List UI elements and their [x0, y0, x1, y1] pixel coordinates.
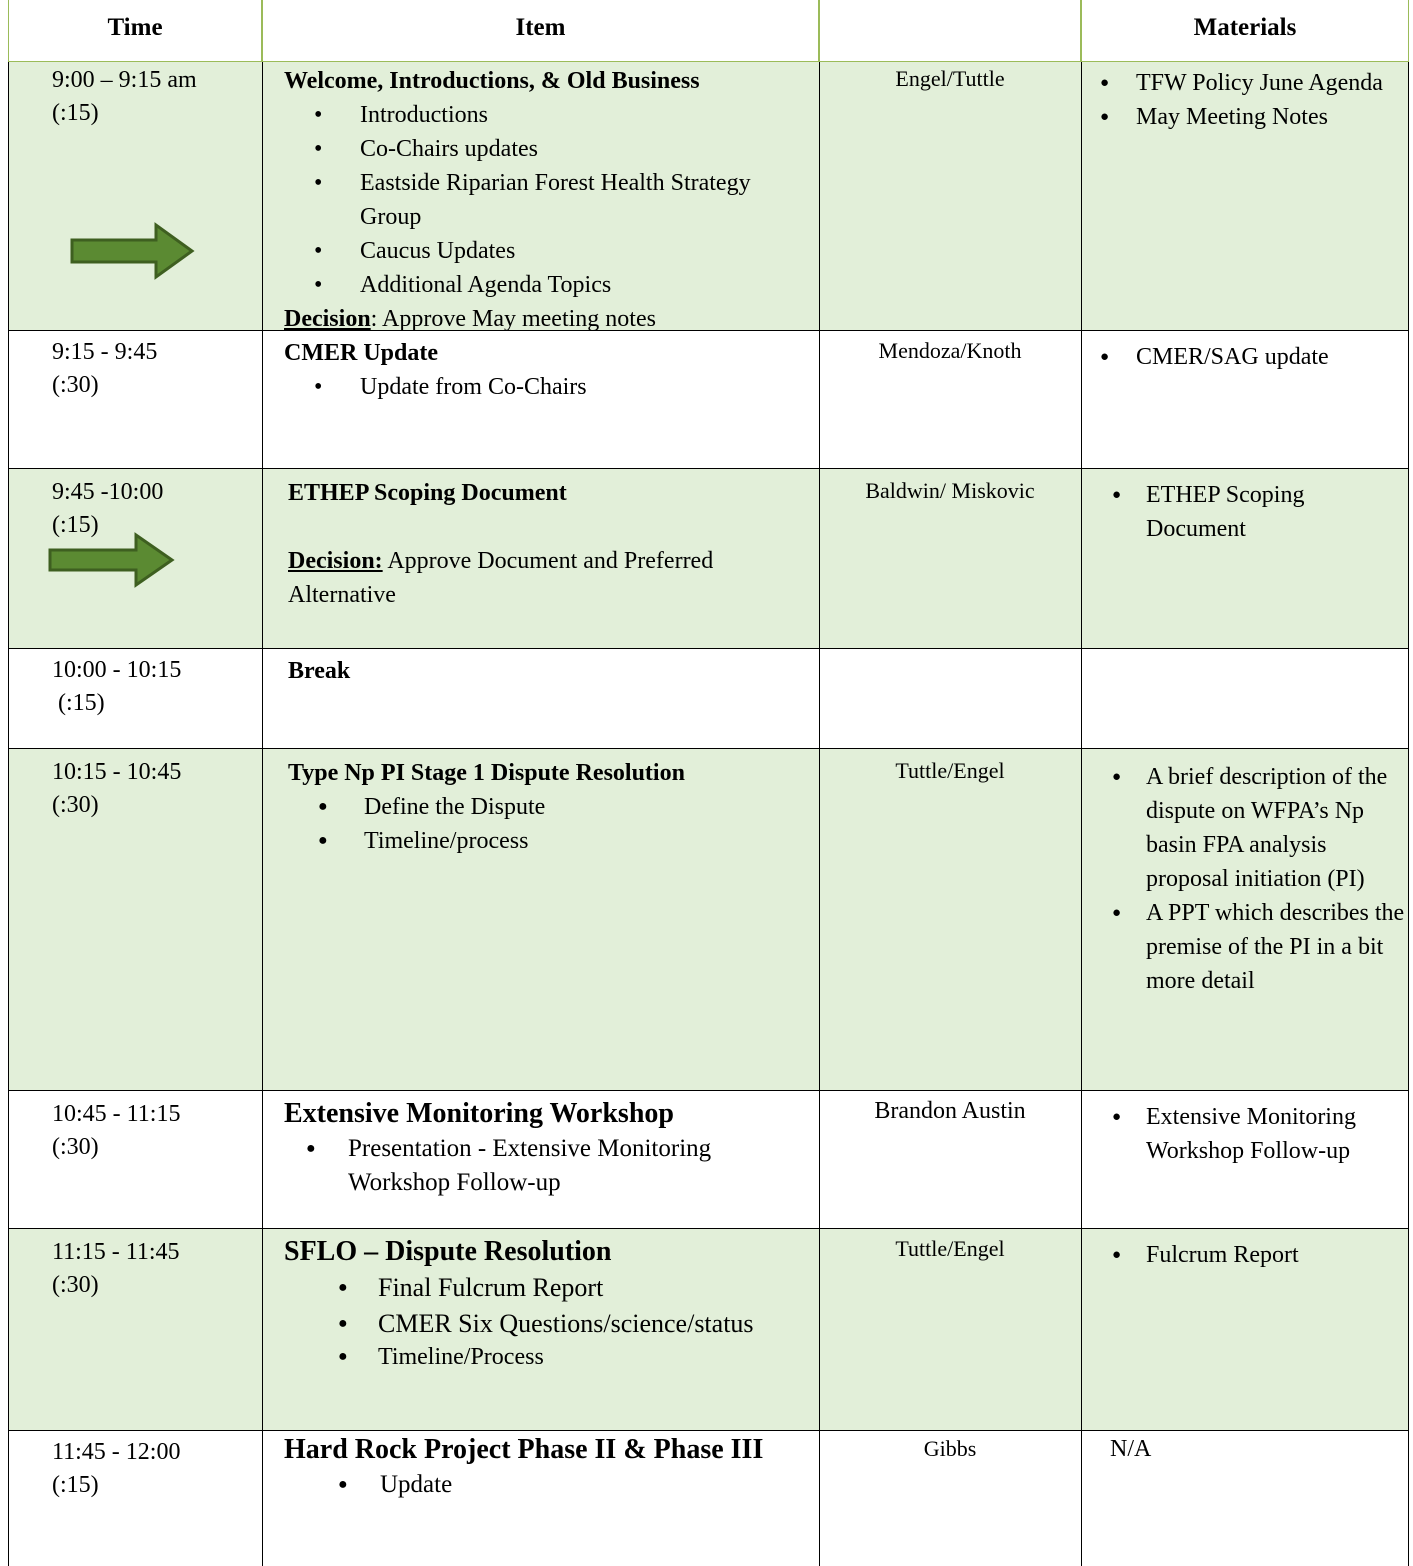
- time-cell: 9:45 -10:00 (:15): [52, 479, 164, 538]
- list-item: ● A brief description of the dispute on WFPA’s Np basin FPA analysis proposal initiation (PI): [1090, 760, 1408, 896]
- right-arrow-icon: [48, 532, 176, 588]
- list-item: ● Presentation - Extensive Monitoring Workshop Follow-up: [284, 1132, 814, 1200]
- list-item: ● Extensive Monitoring Workshop Follow-up: [1090, 1100, 1408, 1168]
- list-item: ● TFW Policy June Agenda: [1090, 66, 1400, 100]
- item-bullets: [284, 98, 814, 302]
- grid-line: [8, 648, 1409, 649]
- time-cell: 9:00 – 9:15 am (:15): [52, 67, 197, 126]
- decision-line: Decision: Approve Document and Preferred Alternative: [288, 548, 714, 608]
- header-presenter: [819, 0, 1081, 62]
- item-cell: [284, 64, 814, 336]
- list-item: ● Final Fulcrum Report: [284, 1270, 814, 1306]
- header-item: Item: [262, 0, 819, 62]
- list-item: ● Update: [284, 1468, 814, 1502]
- materials-text: N/A: [1110, 1436, 1152, 1462]
- item-bullets: [288, 790, 816, 858]
- list-item: ● ETHEP Scoping Document: [1090, 478, 1400, 546]
- materials-list: [1090, 478, 1400, 546]
- grid-line: [1081, 62, 1082, 1566]
- presenter-cell: Baldwin/ Miskovic: [865, 478, 1035, 503]
- item-cell: [288, 756, 816, 858]
- presenter-cell: Gibbs: [923, 1436, 977, 1461]
- list-item: • Caucus Updates: [284, 234, 814, 268]
- item-bullets: [284, 1270, 814, 1372]
- grid-line: [262, 62, 263, 1566]
- list-item: • Eastside Riparian Forest Health Strategy Group: [284, 166, 814, 234]
- list-item: ● Fulcrum Report: [1090, 1238, 1408, 1272]
- list-item: ● May Meeting Notes: [1090, 100, 1400, 134]
- agenda-item-title: Welcome, Introductions, & Old Business: [284, 68, 700, 94]
- grid-line: [8, 1090, 1409, 1091]
- agenda-table: [8, 0, 1409, 1566]
- grid-line: [8, 62, 9, 1566]
- agenda-item-title: CMER Update: [284, 340, 438, 366]
- time-cell: 10:00 - 10:15 (:15): [52, 657, 182, 716]
- grid-line: [1408, 62, 1409, 1566]
- item-cell: [288, 654, 816, 688]
- item-cell: [284, 1096, 814, 1200]
- item-bullets: [284, 370, 814, 404]
- list-item: ● Timeline/Process: [284, 1342, 814, 1372]
- time-cell: 11:45 - 12:00 (:15): [52, 1439, 181, 1498]
- agenda-item-title: ETHEP Scoping Document: [288, 480, 567, 506]
- item-bullets: [284, 1132, 814, 1200]
- item-cell: [284, 336, 814, 404]
- grid-line: [819, 62, 820, 1566]
- list-item: • Co-Chairs updates: [284, 132, 814, 166]
- decision-line: Decision: Approve May meeting notes: [284, 306, 656, 332]
- list-item: ● CMER Six Questions/science/status: [284, 1306, 814, 1342]
- agenda-item-title: Hard Rock Project Phase II & Phase III: [284, 1434, 764, 1465]
- grid-line: [8, 1228, 1409, 1229]
- item-cell: [288, 476, 816, 612]
- list-item: ● Define the Dispute: [288, 790, 816, 824]
- materials-list: [1090, 66, 1400, 134]
- list-item: ● A PPT which describes the premise of the PI in a bit more detail: [1090, 896, 1408, 998]
- grid-line: [8, 748, 1409, 749]
- header-materials: Materials: [1081, 0, 1409, 62]
- list-item: • Introductions: [284, 98, 814, 132]
- grid-line: [8, 1430, 1409, 1431]
- agenda-item-title: SFLO – Dispute Resolution: [284, 1236, 612, 1267]
- materials-list: [1090, 1100, 1408, 1168]
- materials-list: [1090, 340, 1400, 374]
- time-cell: 9:15 - 9:45 (:30): [52, 339, 158, 398]
- list-item: • Update from Co-Chairs: [284, 370, 814, 404]
- item-bullets: [284, 1468, 814, 1502]
- agenda-item-title: Extensive Monitoring Workshop: [284, 1098, 674, 1129]
- time-cell: 10:15 - 10:45 (:30): [52, 759, 182, 818]
- header-time: Time: [8, 0, 262, 62]
- list-item: ● CMER/SAG update: [1090, 340, 1400, 374]
- grid-line: [8, 468, 1409, 469]
- presenter-cell: Engel/Tuttle: [895, 66, 1005, 91]
- time-cell: 10:45 - 11:15 (:30): [52, 1101, 181, 1160]
- item-cell: [284, 1432, 814, 1502]
- right-arrow-icon: [70, 222, 196, 280]
- presenter-cell: Mendoza/Knoth: [878, 338, 1022, 363]
- agenda-item-title: Type Np PI Stage 1 Dispute Resolution: [288, 760, 685, 786]
- presenter-cell: Tuttle/Engel: [895, 1236, 1005, 1261]
- presenter-cell: Tuttle/Engel: [895, 758, 1005, 783]
- materials-list: [1090, 760, 1408, 998]
- presenter-cell: Brandon Austin: [874, 1098, 1026, 1124]
- agenda-item-title: Break: [288, 658, 351, 684]
- time-cell: 11:15 - 11:45 (:30): [52, 1239, 180, 1298]
- list-item: ● Timeline/process: [288, 824, 816, 858]
- materials-list: [1090, 1238, 1408, 1272]
- list-item: • Additional Agenda Topics: [284, 268, 814, 302]
- item-cell: [284, 1234, 814, 1372]
